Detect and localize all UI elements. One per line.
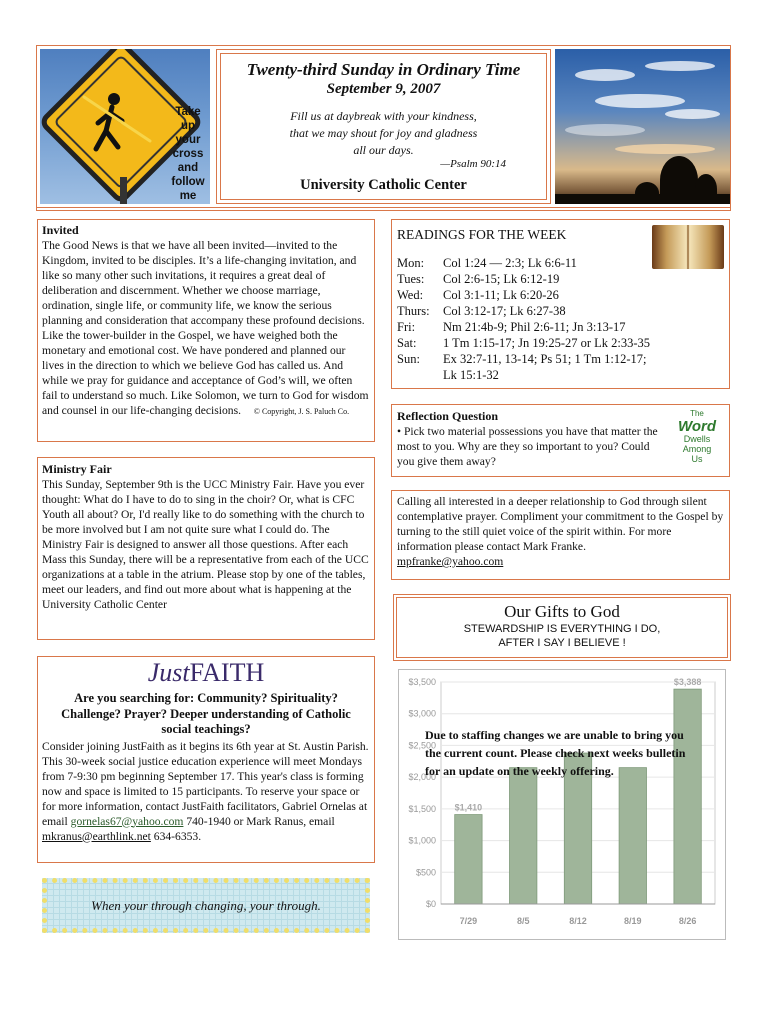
word-dwells-logo: The Word Dwells Among Us <box>677 409 717 464</box>
masthead-rule <box>36 207 731 211</box>
x-tick-label: 8/12 <box>569 916 587 926</box>
reflection-body: • Pick two material possessions you have that matter the most to you. Why are they so important to you? Could you give them away? <box>397 425 658 468</box>
reading-row: Fri: Nm 21:4b-9; Phil 2:6-11; Jn 3:13-17 <box>397 320 626 334</box>
slogan-box <box>42 878 370 933</box>
invited-heading: Invited <box>42 223 79 237</box>
email-link-mpfranke[interactable]: mpfranke@yahoo.com <box>397 555 504 568</box>
email-link-mkranus[interactable]: mkranus@earthlink.net <box>42 829 151 843</box>
slogan-text: When your through changing, your through. <box>91 897 321 913</box>
sign-caption-word: Take <box>175 106 201 118</box>
reading-row: Thurs: Col 3:12-17; Lk 6:27-38 <box>397 304 566 318</box>
email-link-gornelas[interactable]: gornelas67@yahoo.com <box>70 814 184 828</box>
invited-body: The Good News is that we have all been invited—invited to the Kingdom, invited to be disciples. It’s a life-changing invitation, and like so many other such invitations, it requires a great deal of deliberation and discernment. Whether we choose marriage, ordination, single life, or community life, we know the serious planning and consideration that accompany these profound decisions. Like the tower-builder in the Gospel, we have weighed both the monetary and emotional cost. We have pondered and planned our lives in the direction to which we believe God has called us. And while we pray for guidance and acceptance of God’s will, we often fail to understand so much. Like Solomon, we turn to God for wisdom and counsel in our life-changing decisions. <box>42 239 369 417</box>
gifts-line2: AFTER I SAY I BELIEVE ! <box>498 637 626 649</box>
calling-body: Calling all interested in a deeper relationship to God through silent contemplative prayer. Compliment your commitment to the Gospel by turning to the still quiet voice of the spirit within. For more information please contact Mark Franke. <box>397 495 724 553</box>
sign-caption-word: up <box>180 120 196 132</box>
reading-row: Lk 15:1-32 <box>443 368 499 382</box>
gifts-banner <box>396 597 728 658</box>
y-tick-label: $3,000 <box>408 708 436 719</box>
sign-caption-word: cross <box>172 148 204 160</box>
y-tick-label: $0 <box>425 899 436 909</box>
contemplative-prayer-box <box>391 490 730 580</box>
bar <box>455 815 482 904</box>
y-tick-label: $2,500 <box>408 740 436 751</box>
sign-caption-word: me <box>179 190 197 202</box>
y-tick-label: $3,500 <box>408 677 436 687</box>
reflection-heading: Reflection Question <box>397 409 498 423</box>
org-name: University Catholic Center <box>300 177 467 193</box>
ministry-fair-article <box>37 457 375 640</box>
bulletin-title: Twenty-third Sunday in Ordinary Time <box>246 60 521 79</box>
reading-row: Mon: Col 1:24 — 2:3; Lk 6:6-11 <box>397 256 577 270</box>
ministry-body: This Sunday, September 9th is the UCC Ministry Fair. Have you ever thought: What do I have to do to sing in the choir? Or, what is CFC Youth all about? Or, I'd really like to do something with the church to be more involved but I am not quite sure what I could do. The Ministry Fair is designed to answer all those questions. After each Mass this Sunday, there will be a representative from each of the UCC organizations at a table in the atrium. Please stop by one of the tables, meet our leaders, and find out more about what is happening at the University Catholic Center <box>42 478 369 611</box>
ministry-heading: Ministry Fair <box>42 462 112 476</box>
crossing-sign-photo <box>40 49 210 204</box>
sign-caption-word: your <box>175 134 201 146</box>
title-box <box>216 49 551 204</box>
sign-caption <box>166 105 210 203</box>
readings-box <box>391 219 730 389</box>
gifts-line1: STEWARDSHIP IS EVERYTHING I DO, <box>463 623 661 635</box>
offering-bar-chart <box>399 670 725 939</box>
bar-data-label: $1,410 <box>454 802 483 813</box>
reflection-box <box>391 404 730 477</box>
invited-article <box>37 219 375 442</box>
bar <box>619 768 646 904</box>
reading-row: Sat: 1 Tm 1:15-17; Jn 19:25-27 or Lk 2:33-35 <box>397 336 651 350</box>
phone-ranus: 634-6353. <box>153 829 202 843</box>
copyright-note: © Copyright, J. S. Paluch Co. <box>253 407 350 416</box>
y-tick-label: $500 <box>415 867 436 878</box>
x-tick-label: 8/5 <box>516 916 530 926</box>
gifts-title: Our Gifts to God <box>504 602 620 621</box>
reading-row: Wed: Col 3:1-11; Lk 6:20-26 <box>397 288 559 302</box>
x-tick-label: 7/29 <box>459 916 478 926</box>
reading-row: Sun: Ex 32:7-11, 13-14; Ps 51; 1 Tm 1:12-17; <box>397 352 647 366</box>
reading-row: Tues: Col 2:6-15; Lk 6:12-19 <box>397 272 560 286</box>
y-tick-label: $1,500 <box>408 803 436 814</box>
bar <box>674 689 701 904</box>
psalm-citation: —Psalm 90:14 <box>440 158 506 170</box>
readings-heading: READINGS FOR THE WEEK <box>397 227 567 242</box>
bulletin-date: September 9, 2007 <box>326 81 441 97</box>
open-bible-image <box>652 225 724 269</box>
offering-chart <box>398 669 726 940</box>
justfaith-body: Consider joining JustFaith as it begins its 6th year at St. Austin Parish. This 30-week social justice education experience will meet Mondays from 7-9:30 pm beginning September 17. This year's class is forming now and space is limited to 15 participants. To reserve your space or for more information, contact JustFaith facilitators, Gabriel Ornelas at email <box>42 739 369 828</box>
justfaith-article <box>37 656 375 863</box>
justfaith-logo: JustFAITH <box>147 658 265 687</box>
y-tick-label: $1,000 <box>408 835 436 846</box>
chart-overlay-note: Due to staffing changes we are unable to bring you the current count. Please check next weeks bulletin for an update on the weekly offering. <box>425 728 686 778</box>
justfaith-question: Are you searching for: Community? Spirituality? Challenge? Prayer? Deeper understanding of Catholic social teachings? <box>61 691 351 736</box>
y-tick-label: $2,000 <box>408 772 436 783</box>
sign-caption-word: and <box>177 162 199 174</box>
x-tick-label: 8/19 <box>624 916 642 926</box>
phone-ornelas: 740-1940 or Mark Ranus, email <box>186 814 335 828</box>
bar <box>510 768 537 904</box>
x-tick-label: 8/26 <box>678 916 697 926</box>
readings-list <box>397 255 724 383</box>
sunset-sky-photo <box>555 49 730 204</box>
sign-caption-word: follow <box>171 176 205 188</box>
psalm-quote: Fill us at daybreak with your kindness, that we may shout for joy and gladness all our days. <box>289 109 478 157</box>
bar-data-label: $3,388 <box>673 677 702 688</box>
